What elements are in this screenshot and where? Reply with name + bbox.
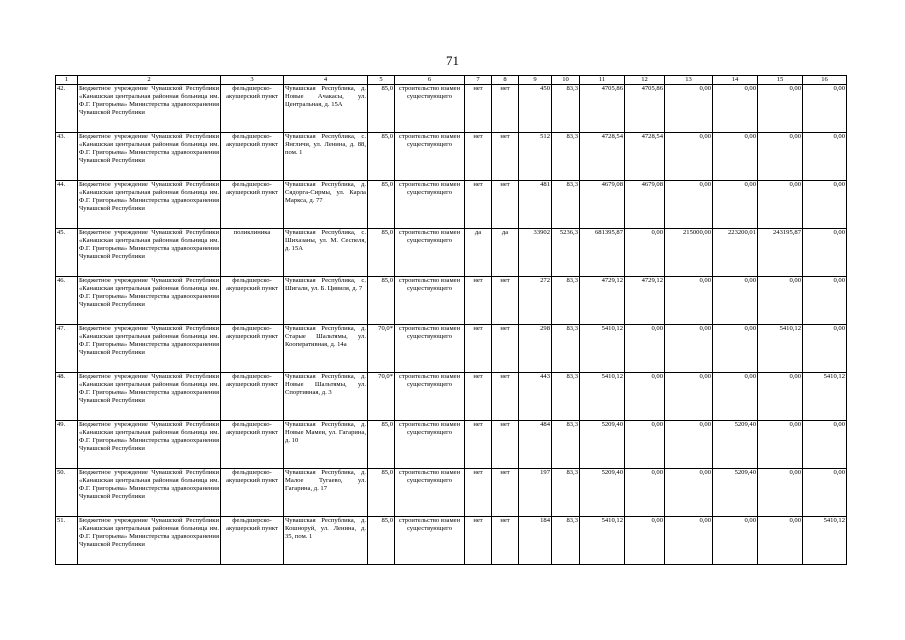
readiness-percent: 85,0 [368, 517, 395, 565]
col7-value: нет [465, 277, 492, 325]
col13-value: 0,00 [665, 85, 713, 133]
col13-value: 0,00 [665, 277, 713, 325]
readiness-percent: 85,0 [368, 421, 395, 469]
organization-name: Бюджетное учреждение Чувашской Республики «Канашская центральная районная больница им. Ф.Г. Григорьева» Министерства здравоохранения Чувашской Республики [78, 325, 221, 373]
col11-value: 4729,12 [580, 277, 625, 325]
table-row [56, 469, 847, 517]
column-header-7: 7 [465, 76, 492, 85]
col15-value: 243195,87 [758, 229, 803, 277]
col14-value: 0,00 [713, 373, 758, 421]
col8-value: нет [492, 421, 519, 469]
col11-value: 5410,12 [580, 325, 625, 373]
col8-value: нет [492, 373, 519, 421]
work-type: строительство взамен существующего [395, 421, 465, 469]
facility-address: Чувашская Республика, д. Кошноруй, ул. Ленина, д. 35, пом. 1 [284, 517, 368, 565]
col14-value: 0,00 [713, 85, 758, 133]
col12-value: 0,00 [625, 373, 665, 421]
row-number: 46. [56, 277, 78, 325]
column-header-1: 1 [56, 76, 78, 85]
col9-value: 450 [519, 85, 552, 133]
col7-value: да [465, 229, 492, 277]
col7-value: нет [465, 421, 492, 469]
table-header [56, 76, 847, 85]
col9-value: 33902 [519, 229, 552, 277]
row-number: 42. [56, 85, 78, 133]
column-header-4: 4 [284, 76, 368, 85]
col14-value: 0,00 [713, 133, 758, 181]
col11-value: 4705,86 [580, 85, 625, 133]
column-header-5: 5 [368, 76, 395, 85]
col14-value: 5209,40 [713, 421, 758, 469]
col14-value: 0,00 [713, 181, 758, 229]
table-row [56, 517, 847, 565]
facility-type: фельдшерско-акушерский пункт [221, 421, 284, 469]
col9-value: 484 [519, 421, 552, 469]
col12-value: 0,00 [625, 421, 665, 469]
facility-address: Чувашская Республика, д. Малое Тугаево, ул. Гагарина, д. 17 [284, 469, 368, 517]
col11-value: 681395,87 [580, 229, 625, 277]
col8-value: нет [492, 181, 519, 229]
col9-value: 443 [519, 373, 552, 421]
column-header-2: 2 [78, 76, 221, 85]
col15-value: 0,00 [758, 85, 803, 133]
organization-name: Бюджетное учреждение Чувашской Республики «Канашская центральная районная больница им. Ф.Г. Григорьева» Министерства здравоохранения Чувашской Республики [78, 229, 221, 277]
col9-value: 272 [519, 277, 552, 325]
facility-address: Чувашская Республика, с. Шихазаны, ул. М. Сеспеля, д. 15А [284, 229, 368, 277]
facility-type: фельдшерско-акушерский пункт [221, 517, 284, 565]
facility-type: фельдшерско-акушерский пункт [221, 133, 284, 181]
table-row [56, 85, 847, 133]
readiness-percent: 85,0 [368, 85, 395, 133]
table-row [56, 181, 847, 229]
col16-value: 0,00 [803, 277, 847, 325]
col13-value: 0,00 [665, 133, 713, 181]
col10-value: 83,3 [552, 421, 580, 469]
column-header-16: 16 [803, 76, 847, 85]
col7-value: нет [465, 469, 492, 517]
col8-value: нет [492, 517, 519, 565]
col16-value: 0,00 [803, 133, 847, 181]
col12-value: 0,00 [625, 469, 665, 517]
row-number: 48. [56, 373, 78, 421]
col8-value: нет [492, 85, 519, 133]
column-header-13: 13 [665, 76, 713, 85]
row-number: 43. [56, 133, 78, 181]
col11-value: 5410,12 [580, 517, 625, 565]
col7-value: нет [465, 85, 492, 133]
readiness-percent: 85,0 [368, 469, 395, 517]
col8-value: да [492, 229, 519, 277]
col12-value: 0,00 [625, 325, 665, 373]
col14-value: 0,00 [713, 517, 758, 565]
work-type: строительство взамен существующего [395, 181, 465, 229]
col13-value: 0,00 [665, 469, 713, 517]
column-header-12: 12 [625, 76, 665, 85]
col10-value: 83,3 [552, 373, 580, 421]
facility-type: фельдшерско-акушерский пункт [221, 277, 284, 325]
col10-value: 83,3 [552, 277, 580, 325]
col16-value: 0,00 [803, 229, 847, 277]
col7-value: нет [465, 181, 492, 229]
col15-value: 0,00 [758, 469, 803, 517]
col12-value: 4705,86 [625, 85, 665, 133]
work-type: строительство взамен существующего [395, 373, 465, 421]
readiness-percent: 85,0 [368, 181, 395, 229]
col14-value: 5209,40 [713, 469, 758, 517]
column-header-6: 6 [395, 76, 465, 85]
col16-value: 0,00 [803, 469, 847, 517]
row-number: 50. [56, 469, 78, 517]
col7-value: нет [465, 133, 492, 181]
col13-value: 0,00 [665, 325, 713, 373]
facility-address: Чувашская Республика, д. Новые Ачакасы, ул. Центральная, д. 15А [284, 85, 368, 133]
col8-value: нет [492, 469, 519, 517]
facility-type: фельдшерско-акушерский пункт [221, 325, 284, 373]
col9-value: 184 [519, 517, 552, 565]
col11-value: 5410,12 [580, 373, 625, 421]
row-number: 47. [56, 325, 78, 373]
readiness-percent: 85,0 [368, 277, 395, 325]
col12-value: 4679,08 [625, 181, 665, 229]
column-header-14: 14 [713, 76, 758, 85]
table-row [56, 373, 847, 421]
facility-address: Чувашская Республика, с. Шигали, ул. Б. Цивиля, д. 7 [284, 277, 368, 325]
col16-value: 0,00 [803, 421, 847, 469]
col16-value: 0,00 [803, 85, 847, 133]
column-header-11: 11 [580, 76, 625, 85]
facility-type: фельдшерско-акушерский пункт [221, 373, 284, 421]
col15-value: 0,00 [758, 277, 803, 325]
col13-value: 215000,00 [665, 229, 713, 277]
col13-value: 0,00 [665, 421, 713, 469]
column-header-8: 8 [492, 76, 519, 85]
table-body [56, 85, 847, 565]
table-row [56, 229, 847, 277]
col8-value: нет [492, 277, 519, 325]
col7-value: нет [465, 325, 492, 373]
page-number: 71 [446, 53, 459, 68]
col14-value: 0,00 [713, 277, 758, 325]
col11-value: 5209,40 [580, 421, 625, 469]
col9-value: 481 [519, 181, 552, 229]
col13-value: 0,00 [665, 517, 713, 565]
facility-address: Чувашская Республика, д. Сядорга-Сирмы, ул. Карла Маркса, д. 77 [284, 181, 368, 229]
facility-type: фельдшерско-акушерский пункт [221, 85, 284, 133]
col11-value: 4728,54 [580, 133, 625, 181]
col12-value: 4728,54 [625, 133, 665, 181]
col15-value: 0,00 [758, 421, 803, 469]
col12-value: 4729,12 [625, 277, 665, 325]
facility-address: Чувашская Республика, с. Янгличи, ул. Ленина, д. 88, пом. 1 [284, 133, 368, 181]
col15-value: 0,00 [758, 373, 803, 421]
col7-value: нет [465, 517, 492, 565]
table-row [56, 325, 847, 373]
col9-value: 512 [519, 133, 552, 181]
col16-value: 0,00 [803, 325, 847, 373]
readiness-percent: 85,0 [368, 133, 395, 181]
col15-value: 0,00 [758, 181, 803, 229]
column-header-3: 3 [221, 76, 284, 85]
col9-value: 197 [519, 469, 552, 517]
col9-value: 298 [519, 325, 552, 373]
col10-value: 83,3 [552, 85, 580, 133]
col12-value: 0,00 [625, 517, 665, 565]
col15-value: 0,00 [758, 133, 803, 181]
readiness-percent: 70,0* [368, 325, 395, 373]
row-number: 49. [56, 421, 78, 469]
col8-value: нет [492, 325, 519, 373]
work-type: строительство взамен существующего [395, 229, 465, 277]
row-number: 45. [56, 229, 78, 277]
row-number: 44. [56, 181, 78, 229]
col12-value: 0,00 [625, 229, 665, 277]
col16-value: 5410,12 [803, 517, 847, 565]
column-header-15: 15 [758, 76, 803, 85]
col11-value: 5209,40 [580, 469, 625, 517]
col16-value: 0,00 [803, 181, 847, 229]
facility-address: Чувашская Республика, д. Новые Шальтямы, ул. Спортивная, д. 3 [284, 373, 368, 421]
organization-name: Бюджетное учреждение Чувашской Республики «Канашская центральная районная больница им. Ф.Г. Григорьева» Министерства здравоохранения Чувашской Республики [78, 421, 221, 469]
col10-value: 83,3 [552, 181, 580, 229]
facility-address: Чувашская Республика, д. Новые Мамеи, ул. Гагарина, д. 10 [284, 421, 368, 469]
work-type: строительство взамен существующего [395, 325, 465, 373]
facility-type: поликлиника [221, 229, 284, 277]
col16-value: 5410,12 [803, 373, 847, 421]
col13-value: 0,00 [665, 373, 713, 421]
organization-name: Бюджетное учреждение Чувашской Республики «Канашская центральная районная больница им. Ф.Г. Григорьева» Министерства здравоохранения Чувашской Республики [78, 517, 221, 565]
readiness-percent: 70,0* [368, 373, 395, 421]
work-type: строительство взамен существующего [395, 469, 465, 517]
col8-value: нет [492, 133, 519, 181]
organization-name: Бюджетное учреждение Чувашской Республики «Канашская центральная районная больница им. Ф.Г. Григорьева» Министерства здравоохранения Чувашской Республики [78, 181, 221, 229]
organization-name: Бюджетное учреждение Чувашской Республики «Канашская центральная районная больница им. Ф.Г. Григорьева» Министерства здравоохранения Чувашской Республики [78, 469, 221, 517]
facility-type: фельдшерско-акушерский пункт [221, 469, 284, 517]
column-header-9: 9 [519, 76, 552, 85]
col15-value: 5410,12 [758, 325, 803, 373]
col7-value: нет [465, 373, 492, 421]
data-table [55, 75, 847, 565]
col10-value: 83,3 [552, 133, 580, 181]
work-type: строительство взамен существующего [395, 85, 465, 133]
col10-value: 83,3 [552, 325, 580, 373]
table-row [56, 277, 847, 325]
work-type: строительство взамен существующего [395, 277, 465, 325]
column-header-10: 10 [552, 76, 580, 85]
organization-name: Бюджетное учреждение Чувашской Республики «Канашская центральная районная больница им. Ф.Г. Григорьева» Министерства здравоохранения Чувашской Республики [78, 85, 221, 133]
work-type: строительство взамен существующего [395, 517, 465, 565]
table-row [56, 133, 847, 181]
col10-value: 5236,3 [552, 229, 580, 277]
organization-name: Бюджетное учреждение Чувашской Республики «Канашская центральная районная больница им. Ф.Г. Григорьева» Министерства здравоохранения Чувашской Республики [78, 373, 221, 421]
col14-value: 223200,01 [713, 229, 758, 277]
work-type: строительство взамен существующего [395, 133, 465, 181]
col15-value: 0,00 [758, 517, 803, 565]
col13-value: 0,00 [665, 181, 713, 229]
organization-name: Бюджетное учреждение Чувашской Республики «Канашская центральная районная больница им. Ф.Г. Григорьева» Министерства здравоохранения Чувашской Республики [78, 277, 221, 325]
col14-value: 0,00 [713, 325, 758, 373]
row-number: 51. [56, 517, 78, 565]
facility-type: фельдшерско-акушерский пункт [221, 181, 284, 229]
facility-address: Чувашская Республика, д. Старые Шальтямы, ул. Кооперативная, д. 14а [284, 325, 368, 373]
organization-name: Бюджетное учреждение Чувашской Республики «Канашская центральная районная больница им. Ф.Г. Григорьева» Министерства здравоохранения Чувашской Республики [78, 133, 221, 181]
table-row [56, 421, 847, 469]
col11-value: 4679,08 [580, 181, 625, 229]
readiness-percent: 85,0 [368, 229, 395, 277]
col10-value: 83,3 [552, 517, 580, 565]
col10-value: 83,3 [552, 469, 580, 517]
